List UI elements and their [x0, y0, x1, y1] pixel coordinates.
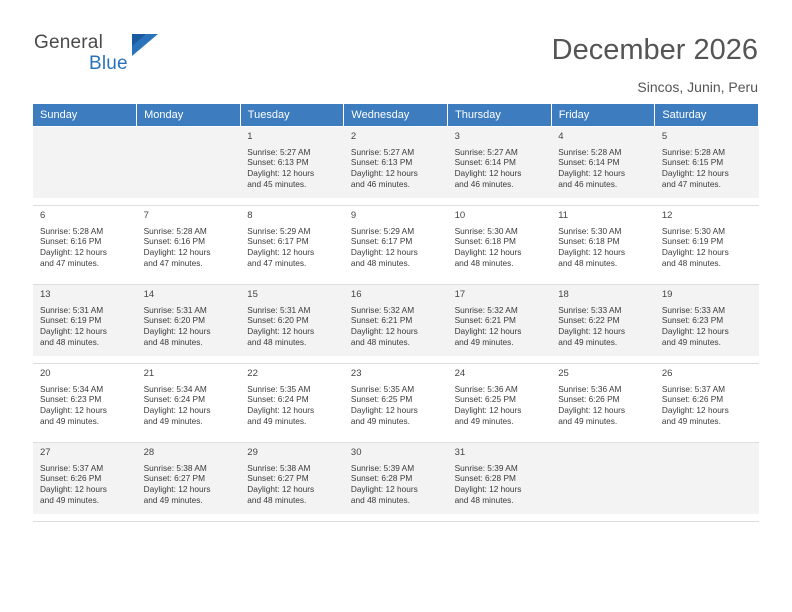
day-sunset-text: Sunset: 6:14 PM: [558, 157, 620, 168]
day-cell-content: [240, 364, 344, 435]
day-cell-content: [655, 206, 759, 277]
calendar-day-cell[interactable]: [33, 443, 137, 522]
day-daylight2-text: and 46 minutes.: [558, 179, 618, 190]
day-sunset-text: Sunset: 6:21 PM: [454, 315, 516, 326]
day-daylight2-text: and 49 minutes.: [558, 337, 618, 348]
calendar-day-cell[interactable]: [655, 285, 759, 364]
calendar-day-cell[interactable]: [551, 364, 655, 443]
day-number: 5: [661, 131, 668, 142]
day-sunrise-text: Sunrise: 5:37 AM: [40, 462, 104, 473]
day-cell-content: [33, 206, 137, 277]
day-daylight1-text: Daylight: 12 hours: [558, 405, 626, 416]
day-sunrise-text: Sunrise: 5:35 AM: [350, 383, 415, 394]
day-sunrise-text: Sunrise: 5:39 AM: [350, 462, 415, 473]
location-subtitle: Sincos, Junin, Peru: [637, 79, 758, 95]
day-daylight2-text: and 49 minutes.: [661, 337, 721, 348]
day-sunrise-text: Sunrise: 5:31 AM: [247, 304, 311, 315]
day-daylight1-text: Daylight: 12 hours: [40, 405, 107, 416]
calendar-day-cell[interactable]: [33, 285, 137, 364]
day-number: 11: [558, 210, 569, 221]
day-daylight2-text: and 47 minutes.: [661, 179, 721, 190]
calendar-day-cell-empty: [137, 127, 241, 206]
calendar-week-row: [33, 443, 759, 522]
day-daylight1-text: Daylight: 12 hours: [350, 326, 418, 337]
day-sunset-text: Sunset: 6:28 PM: [350, 473, 413, 484]
day-number: 12: [661, 210, 673, 221]
day-sunrise-text: Sunrise: 5:38 AM: [247, 462, 311, 473]
day-sunrise-text: Sunrise: 5:30 AM: [454, 225, 518, 236]
day-daylight2-text: and 48 minutes.: [247, 337, 307, 348]
day-cell-content: [655, 285, 759, 356]
day-number: 23: [350, 368, 362, 379]
day-sunrise-text: Sunrise: 5:31 AM: [40, 304, 104, 315]
day-sunset-text: Sunset: 6:26 PM: [40, 473, 102, 484]
day-sunrise-text: Sunrise: 5:34 AM: [40, 383, 104, 394]
calendar-day-cell[interactable]: [448, 206, 552, 285]
day-daylight1-text: Daylight: 12 hours: [350, 484, 418, 495]
calendar-day-cell-empty: [551, 443, 655, 522]
day-sunset-text: Sunset: 6:23 PM: [40, 394, 102, 405]
day-number: 30: [350, 447, 362, 458]
page-header: [0, 0, 792, 100]
day-cell-content: [344, 206, 448, 277]
day-number: 16: [350, 289, 362, 300]
day-daylight1-text: Daylight: 12 hours: [558, 247, 626, 258]
calendar-header-row: [33, 104, 759, 127]
day-cell-content: [344, 127, 448, 198]
day-sunset-text: Sunset: 6:26 PM: [661, 394, 724, 405]
calendar-day-cell[interactable]: [137, 285, 241, 364]
day-number: 19: [661, 289, 673, 300]
calendar-day-cell-empty: [655, 443, 759, 522]
day-sunrise-text: Sunrise: 5:29 AM: [247, 225, 311, 236]
day-number: 3: [454, 131, 460, 142]
day-sunset-text: Sunset: 6:27 PM: [247, 473, 309, 484]
day-daylight2-text: and 49 minutes.: [40, 495, 100, 506]
calendar-day-cell[interactable]: [240, 443, 344, 522]
calendar-day-cell[interactable]: [448, 364, 552, 443]
calendar-day-cell[interactable]: [655, 206, 759, 285]
day-cell-content: [448, 127, 552, 198]
day-daylight2-text: and 48 minutes.: [454, 495, 514, 506]
day-sunrise-text: Sunrise: 5:28 AM: [143, 225, 207, 236]
day-sunset-text: Sunset: 6:22 PM: [558, 315, 620, 326]
day-sunset-text: Sunset: 6:15 PM: [661, 157, 724, 168]
day-number: 1: [247, 131, 253, 142]
calendar-day-cell[interactable]: [344, 443, 448, 522]
day-sunrise-text: Sunrise: 5:29 AM: [350, 225, 415, 236]
day-sunset-text: Sunset: 6:16 PM: [143, 236, 205, 247]
calendar-week-row: [33, 285, 759, 364]
day-cell-content: [240, 206, 344, 277]
weekday-header-monday: Monday: [137, 104, 241, 127]
day-cell-content: [551, 285, 655, 356]
day-daylight1-text: Daylight: 12 hours: [247, 484, 315, 495]
day-sunrise-text: Sunrise: 5:28 AM: [661, 146, 726, 157]
day-sunrise-text: Sunrise: 5:28 AM: [40, 225, 104, 236]
day-sunrise-text: Sunrise: 5:30 AM: [558, 225, 622, 236]
day-daylight2-text: and 49 minutes.: [454, 416, 514, 427]
day-sunset-text: Sunset: 6:21 PM: [350, 315, 413, 326]
day-daylight1-text: Daylight: 12 hours: [661, 168, 729, 179]
calendar-week-row: [33, 364, 759, 443]
calendar-day-cell[interactable]: [240, 285, 344, 364]
day-number: 2: [350, 131, 357, 142]
calendar-day-cell[interactable]: [240, 206, 344, 285]
day-daylight1-text: Daylight: 12 hours: [454, 247, 522, 258]
weekday-header-tuesday: Tuesday: [240, 104, 344, 127]
day-number: 20: [40, 368, 51, 379]
day-daylight2-text: and 49 minutes.: [454, 337, 514, 348]
day-cell-content: [448, 443, 552, 514]
weekday-header-friday: Friday: [551, 104, 655, 127]
day-daylight2-text: and 49 minutes.: [143, 416, 203, 427]
day-daylight2-text: and 48 minutes.: [143, 337, 203, 348]
logo-text-blue: Blue: [89, 53, 128, 74]
day-cell-content: [344, 364, 448, 435]
calendar-body: [33, 127, 759, 522]
day-cell-content: [655, 364, 759, 435]
day-number: 26: [661, 368, 673, 379]
day-cell-content: [240, 127, 344, 198]
day-sunset-text: Sunset: 6:18 PM: [558, 236, 620, 247]
weekday-header-wednesday: Wednesday: [344, 104, 448, 127]
day-number: 10: [454, 210, 466, 221]
day-daylight1-text: Daylight: 12 hours: [661, 405, 729, 416]
day-sunset-text: Sunset: 6:19 PM: [661, 236, 724, 247]
day-daylight2-text: and 47 minutes.: [143, 258, 203, 269]
day-cell-content: [240, 443, 344, 514]
day-daylight1-text: Daylight: 12 hours: [40, 247, 107, 258]
day-daylight1-text: Daylight: 12 hours: [454, 484, 522, 495]
day-daylight1-text: Daylight: 12 hours: [350, 168, 418, 179]
day-sunrise-text: Sunrise: 5:32 AM: [454, 304, 518, 315]
weekday-header-saturday: Saturday: [655, 104, 759, 127]
day-sunrise-text: Sunrise: 5:27 AM: [247, 146, 311, 157]
day-daylight2-text: and 48 minutes.: [247, 495, 307, 506]
day-daylight2-text: and 45 minutes.: [247, 179, 307, 190]
day-daylight1-text: Daylight: 12 hours: [558, 326, 626, 337]
calendar-day-cell[interactable]: [137, 443, 241, 522]
day-daylight2-text: and 46 minutes.: [454, 179, 514, 190]
day-sunrise-text: Sunrise: 5:35 AM: [247, 383, 311, 394]
day-number: 27: [40, 447, 51, 458]
day-number: 29: [247, 447, 258, 458]
day-sunset-text: Sunset: 6:20 PM: [143, 315, 205, 326]
day-sunrise-text: Sunrise: 5:28 AM: [558, 146, 622, 157]
calendar-day-cell[interactable]: [344, 285, 448, 364]
logo-text-general: General: [34, 32, 103, 53]
calendar-table: [33, 104, 759, 522]
day-sunset-text: Sunset: 6:26 PM: [558, 394, 620, 405]
day-daylight2-text: and 49 minutes.: [558, 416, 618, 427]
day-daylight1-text: Daylight: 12 hours: [247, 168, 315, 179]
day-number: 24: [454, 368, 466, 379]
calendar-day-cell[interactable]: [33, 206, 137, 285]
day-sunrise-text: Sunrise: 5:27 AM: [454, 146, 518, 157]
calendar-week-row: [33, 206, 759, 285]
day-number: 8: [247, 210, 253, 221]
day-sunset-text: Sunset: 6:23 PM: [661, 315, 724, 326]
day-daylight1-text: Daylight: 12 hours: [558, 168, 626, 179]
day-sunrise-text: Sunrise: 5:32 AM: [350, 304, 415, 315]
day-daylight2-text: and 49 minutes.: [247, 416, 307, 427]
page-title: December 2026: [551, 34, 758, 66]
calendar-week-row: [33, 127, 759, 206]
calendar-day-cell[interactable]: [551, 206, 655, 285]
day-sunrise-text: Sunrise: 5:33 AM: [558, 304, 622, 315]
day-daylight2-text: and 48 minutes.: [350, 258, 410, 269]
day-number: 7: [143, 210, 149, 221]
day-daylight1-text: Daylight: 12 hours: [143, 326, 211, 337]
day-number: 13: [40, 289, 51, 300]
triangle-logo-inner-icon: [132, 34, 146, 46]
calendar-day-cell[interactable]: [137, 364, 241, 443]
day-sunset-text: Sunset: 6:24 PM: [143, 394, 205, 405]
day-sunset-text: Sunset: 6:24 PM: [247, 394, 309, 405]
day-cell-content: [33, 127, 137, 198]
day-sunrise-text: Sunrise: 5:30 AM: [661, 225, 726, 236]
day-daylight2-text: and 47 minutes.: [247, 258, 307, 269]
weekday-header-sunday: Sunday: [33, 104, 137, 127]
day-daylight1-text: Daylight: 12 hours: [143, 484, 211, 495]
day-daylight2-text: and 48 minutes.: [661, 258, 721, 269]
day-daylight1-text: Daylight: 12 hours: [247, 405, 315, 416]
day-cell-content: [344, 285, 448, 356]
weekday-header-thursday: Thursday: [448, 104, 552, 127]
day-cell-content: [137, 364, 241, 435]
day-number: 28: [143, 447, 155, 458]
day-number: 18: [558, 289, 569, 300]
day-number: 22: [247, 368, 258, 379]
day-cell-content: [655, 127, 759, 198]
day-sunset-text: Sunset: 6:19 PM: [40, 315, 102, 326]
day-cell-content: [33, 285, 137, 356]
day-number: 21: [143, 368, 155, 379]
day-cell-content: [137, 443, 241, 514]
day-daylight1-text: Daylight: 12 hours: [350, 247, 418, 258]
day-cell-content: [655, 443, 759, 514]
day-cell-content: [551, 206, 655, 277]
day-daylight2-text: and 47 minutes.: [40, 258, 100, 269]
day-sunset-text: Sunset: 6:17 PM: [247, 236, 309, 247]
logo: [34, 32, 164, 80]
day-sunset-text: Sunset: 6:13 PM: [247, 157, 309, 168]
day-cell-content: [448, 206, 552, 277]
day-daylight2-text: and 49 minutes.: [143, 495, 203, 506]
day-number: 6: [40, 210, 46, 221]
day-cell-content: [551, 443, 655, 514]
day-daylight2-text: and 49 minutes.: [40, 416, 100, 427]
day-sunset-text: Sunset: 6:20 PM: [247, 315, 309, 326]
day-daylight1-text: Daylight: 12 hours: [454, 168, 522, 179]
day-number: 14: [143, 289, 155, 300]
day-number: 17: [454, 289, 466, 300]
day-daylight1-text: Daylight: 12 hours: [247, 247, 315, 258]
day-cell-content: [137, 127, 241, 198]
day-number: 9: [350, 210, 357, 221]
day-cell-content: [33, 364, 137, 435]
calendar-day-cell[interactable]: [551, 127, 655, 206]
day-daylight2-text: and 48 minutes.: [350, 337, 410, 348]
day-daylight1-text: Daylight: 12 hours: [350, 405, 418, 416]
day-sunset-text: Sunset: 6:18 PM: [454, 236, 516, 247]
day-sunrise-text: Sunrise: 5:39 AM: [454, 462, 518, 473]
day-number: 25: [558, 368, 569, 379]
day-cell-content: [448, 285, 552, 356]
calendar-day-cell[interactable]: [344, 364, 448, 443]
calendar-day-cell[interactable]: [448, 443, 552, 522]
day-sunset-text: Sunset: 6:28 PM: [454, 473, 516, 484]
day-cell-content: [448, 364, 552, 435]
calendar-day-cell[interactable]: [33, 364, 137, 443]
day-sunrise-text: Sunrise: 5:34 AM: [143, 383, 207, 394]
day-daylight2-text: and 48 minutes.: [454, 258, 514, 269]
day-daylight1-text: Daylight: 12 hours: [143, 405, 211, 416]
calendar-day-cell[interactable]: [344, 127, 448, 206]
day-sunset-text: Sunset: 6:25 PM: [350, 394, 413, 405]
calendar-day-cell[interactable]: [448, 127, 552, 206]
day-sunrise-text: Sunrise: 5:38 AM: [143, 462, 207, 473]
day-daylight1-text: Daylight: 12 hours: [454, 326, 522, 337]
calendar-day-cell-empty: [33, 127, 137, 206]
day-sunrise-text: Sunrise: 5:27 AM: [350, 146, 415, 157]
day-number: 4: [558, 131, 564, 142]
calendar-day-cell[interactable]: [551, 285, 655, 364]
day-daylight1-text: Daylight: 12 hours: [661, 326, 729, 337]
day-daylight1-text: Daylight: 12 hours: [143, 247, 211, 258]
day-daylight1-text: Daylight: 12 hours: [40, 326, 107, 337]
calendar-day-cell[interactable]: [344, 206, 448, 285]
day-sunset-text: Sunset: 6:14 PM: [454, 157, 516, 168]
day-cell-content: [240, 285, 344, 356]
day-daylight2-text: and 48 minutes.: [558, 258, 618, 269]
day-sunset-text: Sunset: 6:13 PM: [350, 157, 413, 168]
day-cell-content: [551, 364, 655, 435]
day-daylight2-text: and 46 minutes.: [350, 179, 410, 190]
day-sunset-text: Sunset: 6:27 PM: [143, 473, 205, 484]
day-number: 15: [247, 289, 258, 300]
day-daylight1-text: Daylight: 12 hours: [247, 326, 315, 337]
day-cell-content: [137, 206, 241, 277]
calendar-day-cell[interactable]: [240, 127, 344, 206]
day-cell-content: [551, 127, 655, 198]
calendar-day-cell[interactable]: [448, 285, 552, 364]
day-daylight1-text: Daylight: 12 hours: [454, 405, 522, 416]
day-daylight2-text: and 49 minutes.: [350, 416, 410, 427]
day-daylight2-text: and 48 minutes.: [40, 337, 100, 348]
day-number: 31: [454, 447, 466, 458]
day-cell-content: [344, 443, 448, 514]
day-sunrise-text: Sunrise: 5:36 AM: [558, 383, 622, 394]
day-sunrise-text: Sunrise: 5:37 AM: [661, 383, 726, 394]
day-sunset-text: Sunset: 6:25 PM: [454, 394, 516, 405]
day-daylight1-text: Daylight: 12 hours: [661, 247, 729, 258]
day-sunset-text: Sunset: 6:16 PM: [40, 236, 102, 247]
day-sunrise-text: Sunrise: 5:31 AM: [143, 304, 207, 315]
calendar-day-cell[interactable]: [137, 206, 241, 285]
day-daylight2-text: and 49 minutes.: [661, 416, 721, 427]
day-sunrise-text: Sunrise: 5:36 AM: [454, 383, 518, 394]
calendar-day-cell[interactable]: [655, 127, 759, 206]
day-sunrise-text: Sunrise: 5:33 AM: [661, 304, 726, 315]
calendar-day-cell[interactable]: [655, 364, 759, 443]
day-cell-content: [137, 285, 241, 356]
day-daylight1-text: Daylight: 12 hours: [40, 484, 107, 495]
day-sunset-text: Sunset: 6:17 PM: [350, 236, 413, 247]
day-cell-content: [33, 443, 137, 514]
calendar-day-cell[interactable]: [240, 364, 344, 443]
day-daylight2-text: and 48 minutes.: [350, 495, 410, 506]
